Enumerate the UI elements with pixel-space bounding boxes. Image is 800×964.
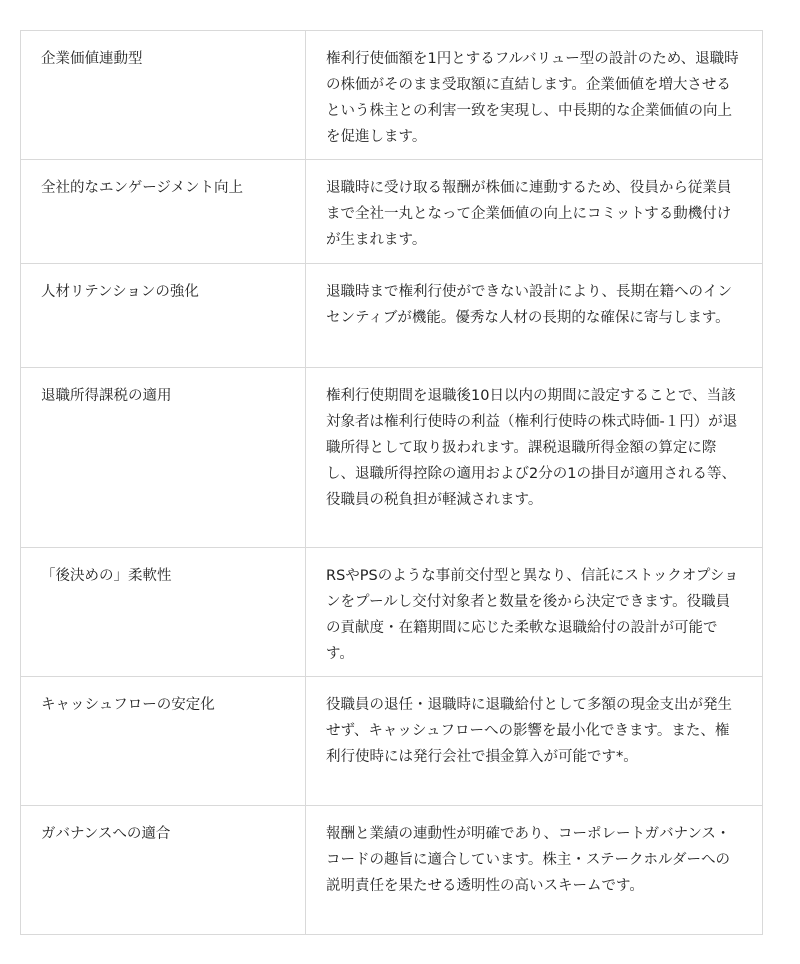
- feature-label: 人材リテンションの強化: [21, 264, 306, 367]
- feature-description: 退職時まで権利行使ができない設計により、長期在籍へのインセンティブが機能。優秀な人材の長期的な確保に寄与します。: [326, 284, 732, 326]
- feature-label: ガバナンスへの適合: [21, 806, 306, 934]
- feature-label: 全社的なエンゲージメント向上: [21, 160, 306, 263]
- table-row: [21, 677, 762, 806]
- feature-description: 役職員の退任・退職時に退職給付として多額の現金支出が発生せず、キャッシュフローへの影響を最小化できます。また、権利行使時には発行会社で損金算入が可能です*。: [326, 697, 732, 765]
- table-row: [21, 264, 762, 368]
- feature-description: RSやPSのような事前交付型と異なり、信託にストックオプションをプールし交付対象者と数量を後から決定できます。役職員の貢献度・在籍期間に応じた柔軟な退職給付の設計が可能です。: [326, 568, 739, 662]
- feature-description: 権利行使期間を退職後10日以内の期間に設定することで、当該対象者は権利行使時の利益（権利行使時の株式時価-１円）が退職所得として取り扱われます。課税退職所得金額の算定に際し、退職所得控除の適用および2分の1の掛目が適用される等、役職員の税負担が軽減されます。: [326, 388, 738, 508]
- feature-description: 報酬と業績の連動性が明確であり、コーポレートガバナンス・コードの趣旨に適合しています。株主・ステークホルダーへの説明責任を果たせる透明性の高いスキームです。: [326, 826, 731, 894]
- feature-label: 企業価値連動型: [21, 31, 306, 159]
- table-row: [21, 548, 762, 677]
- feature-label: 「後決めの」柔軟性: [21, 548, 306, 676]
- feature-description: 権利行使価額を1円とするフルバリュー型の設計のため、退職時の株価がそのまま受取額に直結します。企業価値を増大させるという株主との利害一致を実現し、中長期的な企業価値の向上を促進します。: [326, 51, 739, 145]
- table-row: [21, 368, 762, 548]
- feature-description: 退職時に受け取る報酬が株価に連動するため、役員から従業員まで全社一丸となって企業価値の向上にコミットする動機付けが生まれます。: [326, 180, 732, 248]
- feature-label: 退職所得課税の適用: [21, 368, 306, 547]
- table-row: [21, 31, 762, 160]
- table-row: [21, 806, 762, 935]
- feature-table: [20, 30, 763, 935]
- feature-label: キャッシュフローの安定化: [21, 677, 306, 805]
- table-row: [21, 160, 762, 264]
